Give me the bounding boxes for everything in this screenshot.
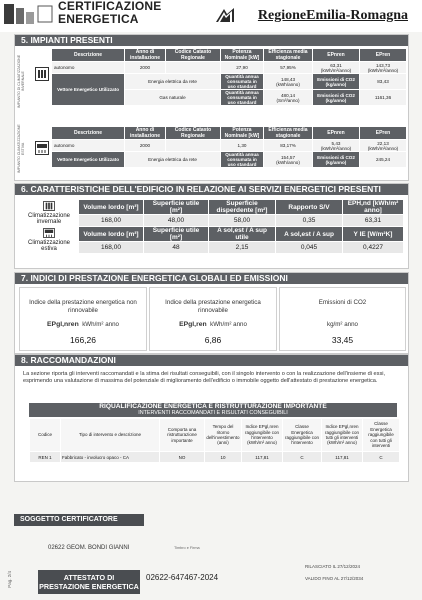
summer-qty-1 [264, 152, 312, 167]
summer-eff: 83,17% [264, 140, 312, 151]
summer-desc: autonomo [52, 140, 124, 151]
r2-asol-ratio: 2,15 [209, 242, 275, 253]
document-title [58, 0, 161, 25]
r2-volume: 168,00 [79, 242, 143, 253]
winter-year: 2000 [125, 62, 165, 73]
summer-vettori-label: Vettore Energetico Utilizzato [52, 152, 124, 167]
section-caratteristiche [14, 183, 409, 269]
section-raccomandazioni [14, 354, 409, 482]
index-ren-label: EPgl,ren [179, 321, 207, 328]
building-features-table [19, 199, 404, 254]
index-co2 [279, 287, 406, 351]
col-anno-s: Anno di installazione [125, 127, 165, 139]
summer-epnren [313, 140, 359, 151]
section-indici [14, 272, 409, 354]
col-epnren: EPnren [313, 49, 359, 61]
winter-vettori-label: Vettore Energetico Utilizzato [52, 74, 124, 105]
summer-qty-1-unit: (kWh/anno) [276, 159, 300, 165]
winter-qty-2-value: 480,14 [280, 92, 296, 98]
col-epren-s: EPren [360, 127, 406, 139]
riqualificazione-subtitle: INTERVENTI RACCOMANDATI E RISULTATI CONSEGUIBILI [138, 410, 288, 416]
summer-epren-unit: (kWh/m²/anno) [367, 145, 399, 151]
page-header [0, 0, 422, 32]
summer-climate-cell [20, 227, 78, 253]
col-potenza: Potenza Nominale [kW] [221, 49, 263, 61]
col-epnren-s: EPnren [313, 127, 359, 139]
section-impianti [14, 34, 409, 181]
r2-yie: 0,4227 [343, 242, 403, 253]
winter-epren-unit: (kWh/m²/anno) [367, 67, 399, 73]
issued-date: RILASCIATO IL 27/12/2024 [305, 564, 360, 569]
riqualificazione-bar [29, 403, 397, 417]
summer-epnren-unit: (kWh/m²/anno) [320, 145, 352, 151]
recommendations-text: La sezione riporta gli interventi raccomandati e la stima dei risultati conseguibili, con il singolo intervento o con la realizzazione dell'insieme di essi, esprimendo una valutazione di massima del potenziale di miglioramento dell'edificio o immobile oggetto dell'attestato di prestazione energetica. [23, 371, 386, 385]
h1-rapporto: Rapporto S/V [276, 200, 342, 214]
col-codice-s: Codice Catasto Regionale [166, 127, 220, 139]
region-emblem-icon [215, 6, 235, 24]
h2-superficie: Superficie utile [m²] [144, 227, 208, 241]
attestato-code: 02622-647467-2024 [146, 573, 219, 582]
h2-volume: Volume lordo [m³] [79, 227, 143, 241]
index-ren-title: Indice della prestazione energetica rinnovabile [165, 299, 261, 314]
summer-plant-table [51, 126, 407, 168]
air-conditioner-icon [35, 141, 49, 155]
col-descrizione: Descrizione [52, 49, 124, 61]
winter-qty-1-unit: (kWh/anno) [276, 81, 300, 87]
r2-asol: 0,045 [276, 242, 342, 253]
radiator-icon [35, 67, 49, 81]
col-classe-intervento: Classe Energetica raggiungibile con l'intervento [283, 419, 321, 451]
col-descrizione-s: Descrizione [52, 127, 124, 139]
row-tipo: Fabbricato - involucro opaco - CA [61, 452, 159, 462]
summer-qty-label: Quantità annua consumata in uso standard [221, 152, 263, 167]
col-ristrutturazione: Comporta una ristrutturazione importante [160, 419, 204, 451]
side-label-winter: IMPIANTO DI CLIMATIZZAZIONE INVERNALE [17, 54, 25, 108]
title-line-2: ENERGETICA [58, 12, 139, 26]
section-title: 5. IMPIANTI PRESENTI [15, 35, 408, 46]
col-efficienza: Efficienza media stagionale [264, 49, 312, 61]
winter-epren [360, 62, 406, 73]
summer-epren [360, 140, 406, 151]
summer-year: 2000 [125, 140, 165, 151]
winter-climate-cell [20, 200, 78, 226]
r2-superficie: 48 [144, 242, 208, 253]
winter-qty-label-1: Quantità annua consumata in uso standard [221, 74, 263, 89]
section-title: 8. RACCOMANDAZIONI [15, 355, 408, 366]
attestato-bar [38, 570, 140, 594]
h1-ephnd: EPH,nd [kWh/m² anno] [343, 200, 403, 214]
signature-label: Timbro e Firma [174, 546, 200, 550]
winter-co2-label-2: Emissioni di CO2 (kg/anno) [313, 90, 359, 105]
index-non-renewable [19, 287, 147, 351]
attestato-line-2: PRESTAZIONE ENERGETICA [39, 582, 139, 591]
winter-qty-1 [264, 74, 312, 89]
col-anno: Anno di installazione [125, 49, 165, 61]
row-ep-intervento: 117,81 [242, 452, 282, 462]
winter-epnren [313, 62, 359, 73]
h1-disperdente: Superficie disperdente [m²] [209, 200, 275, 214]
title-line-1: CERTIFICAZIONE [58, 0, 162, 13]
winter-epnren-value: 63,31 [330, 62, 342, 68]
radiator-icon [43, 201, 55, 211]
col-tipo: Tipo di intervento e descrizione [61, 419, 159, 451]
h2-yie: Y IE [W/m²K] [343, 227, 403, 241]
winter-qty-1-value: 148,43 [280, 76, 296, 82]
winter-eff: 57,95% [264, 62, 312, 73]
index-ren-value: 6,86 [204, 335, 222, 345]
col-ep-tutti: Indice EPgl,nren raggiungibile con tutti gli interventi (kWh/m² anno) [322, 419, 362, 451]
index-nren-value: 166,26 [70, 335, 96, 345]
row-tempo: 10 [205, 452, 241, 462]
winter-co2-label-1: Emissioni di CO2 (kg/anno) [313, 74, 359, 89]
certifier-name: 02622 GEOM. BONDI GIANNI [48, 545, 130, 551]
summer-code [166, 140, 220, 151]
col-codice: Codice Catasto Regionale [166, 49, 220, 61]
winter-qty-2 [264, 90, 312, 105]
col-tempo: Tempo del ritorno dell'investimento (anni) [205, 419, 241, 451]
index-nren-label: EPgl,nren [47, 321, 79, 328]
r1-ephnd: 63,31 [343, 215, 403, 226]
section-title: 7. INDICI DI PRESTAZIONE ENERGETICA GLOBALI ED EMISSIONI [15, 273, 408, 284]
col-epren: EPren [360, 49, 406, 61]
winter-epnren-unit: (kWh/m²/anno) [320, 67, 352, 73]
row-codice: REN 1 [30, 452, 60, 462]
row-ep-tutti: 117,81 [322, 452, 362, 462]
index-co2-title: Emissioni di CO2 [318, 299, 367, 306]
winter-code [166, 62, 220, 73]
index-ren-unit: kWh/m² anno [210, 321, 247, 328]
winter-vettore-1: Energia elettrica da rete [125, 74, 220, 89]
winter-epren-value: 143,73 [375, 62, 391, 68]
page-number: Pag. 2/4 [7, 571, 12, 588]
winter-climate-label: Climatizzazione invernale [27, 213, 70, 225]
region-name: RegioneEmilia-Romagna [257, 8, 408, 23]
col-classe-tutti: Classe Energetica raggiungibile con tutti gli interventi [363, 419, 399, 451]
certifier-bar: SOGGETTO CERTIFICATORE [14, 514, 144, 526]
r1-rapporto: 0,35 [276, 215, 342, 226]
summer-vettore-1: Energia elettrica da rete [125, 152, 220, 167]
riqualificazione-title: RIQUALIFICAZIONE ENERGETICA E RISTRUTTURAZIONE IMPORTANTE [99, 403, 327, 410]
col-efficienza-s: Efficienza media stagionale [264, 127, 312, 139]
winter-co2-2: 1161,36 [360, 90, 406, 105]
attestato-line-1: ATTESTATO DI [63, 573, 115, 582]
col-ep-intervento: Indice EPgl,nren raggiungibile con l'intervento (kWh/m² anno) [242, 419, 282, 451]
index-nren-title: Indice della prestazione energetica non rinnovabile [29, 299, 137, 314]
summer-epnren-value: 5,43 [331, 140, 341, 146]
winter-plant-table [51, 48, 407, 106]
row-ristrutturazione: NO [160, 452, 204, 462]
summer-co2: 245,24 [360, 152, 406, 167]
air-conditioner-icon [43, 228, 55, 238]
section-title: 6. CARATTERISTICHE DELL'EDIFICIO IN RELAZIONE AI SERVIZI ENERGETICI PRESENTI [15, 184, 408, 195]
table-row [30, 452, 399, 462]
summer-co2-label: Emissioni di CO2 (kg/anno) [313, 152, 359, 167]
winter-vettore-2: Gas naturale [125, 90, 220, 105]
winter-power: 27,90 [221, 62, 263, 73]
r1-superficie: 48,00 [144, 215, 208, 226]
energy-certificate-logo [4, 2, 54, 26]
index-ren-label-row [150, 321, 276, 328]
index-co2-value: 33,45 [331, 335, 354, 345]
h2-asol-ratio: A sol,est / A sup utile [209, 227, 275, 241]
summer-power: 1,30 [221, 140, 263, 151]
side-label-summer: IMPIANTO CLIMATIZZAZIONE ESTIVA [17, 124, 25, 174]
index-nren-unit: kWh/m² anno [82, 321, 119, 328]
summer-climate-label: Climatizzazione estiva [27, 240, 70, 252]
index-nren-label-row [20, 321, 146, 328]
index-renewable [149, 287, 277, 351]
col-potenza-s: Potenza Nominale [kW] [221, 127, 263, 139]
h1-superficie: Superficie utile [m²] [144, 200, 208, 214]
summer-qty-1-value: 154,57 [280, 154, 296, 160]
h2-asol: A sol,est / A sup [276, 227, 342, 241]
r1-volume: 168,00 [79, 215, 143, 226]
summer-epren-value: 22,13 [377, 140, 389, 146]
r1-disperdente: 58,00 [209, 215, 275, 226]
row-classe-tutti: C [363, 452, 399, 462]
winter-qty-label-2: Quantità annua consumata in uso standard [221, 90, 263, 105]
winter-co2-1: 83,43 [360, 74, 406, 89]
valid-until-date: VALIDO FINO AL 27/12/2034 [305, 576, 364, 581]
col-codice: Codice [30, 419, 60, 451]
h1-volume: Volume lordo [m³] [79, 200, 143, 214]
recommendations-table [29, 418, 400, 463]
row-classe-intervento: C [283, 452, 321, 462]
winter-desc: autonomo [52, 62, 124, 73]
winter-qty-2-unit: (Sm³/anno) [276, 97, 300, 103]
index-co2-unit: kg/m² anno [327, 321, 358, 328]
